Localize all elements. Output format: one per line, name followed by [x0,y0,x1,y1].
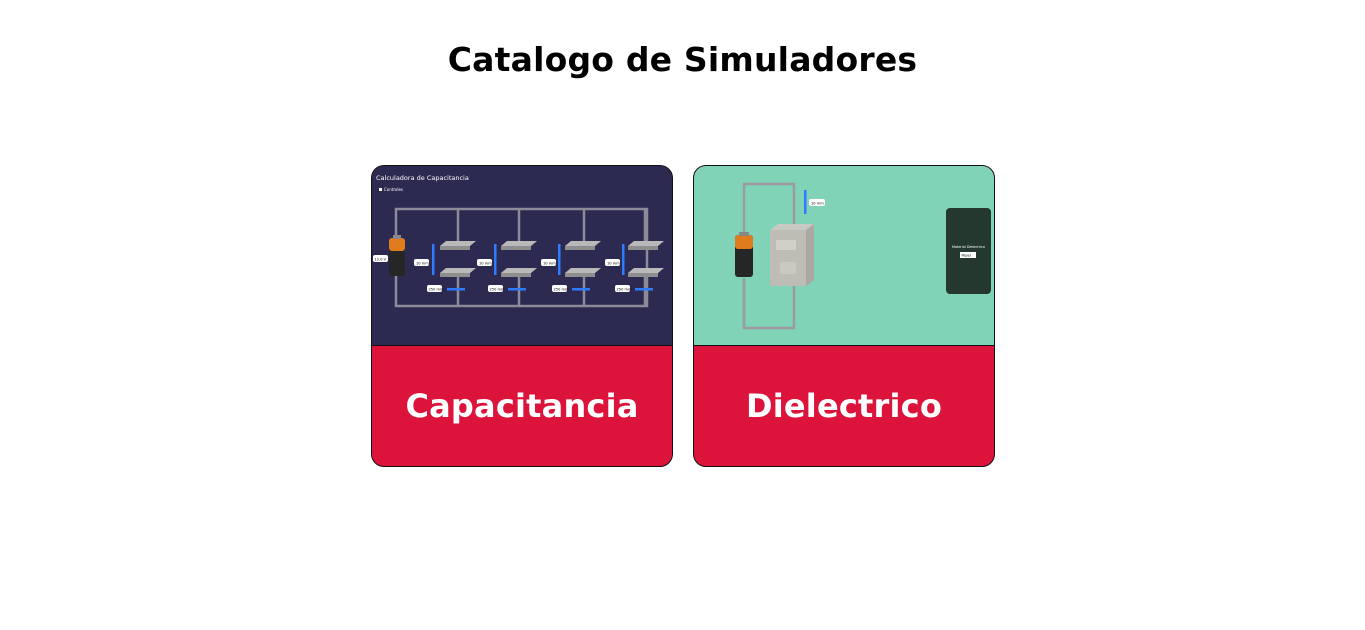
dielectric-block [770,224,814,286]
capacitancia-preview-image [372,166,672,345]
simulator-grid [371,165,995,467]
preview-title: Calculadora de Capacitancia [376,174,469,182]
capacitancia-thumbnail [372,166,672,346]
svg-text:250 mm: 250 mm [489,287,505,292]
preview-voltage-label: 12.0 V [374,257,387,262]
page-title: Catalogo de Simuladores [447,40,918,79]
dielectrico-thumbnail [694,166,994,346]
svg-text:10 mm: 10 mm [607,261,620,266]
svg-text:10 mm: 10 mm [416,261,429,266]
preview-panel-title: Material Dielectrico [952,245,985,249]
svg-text:10 mm: 10 mm [543,261,556,266]
svg-text:250 mm: 250 mm [553,287,569,292]
material-panel [946,208,991,294]
simulator-card-capacitancia[interactable] [371,165,673,467]
battery-icon [735,232,753,277]
svg-text:250 mm: 250 mm [428,287,444,292]
card-label-dielectrico: Dielectrico [745,387,943,425]
battery-icon [389,235,405,276]
dielectrico-preview-image [694,166,994,345]
svg-text:10 mm: 10 mm [479,261,492,266]
svg-text:10 mm: 10 mm [811,201,824,206]
preview-controls-label: Controles [384,187,404,192]
svg-text:250 mm: 250 mm [616,287,632,292]
simulator-card-dielectrico[interactable] [693,165,995,467]
card-label-capacitancia: Capacitancia [405,387,639,425]
preview-select-value: Papel [961,253,971,258]
